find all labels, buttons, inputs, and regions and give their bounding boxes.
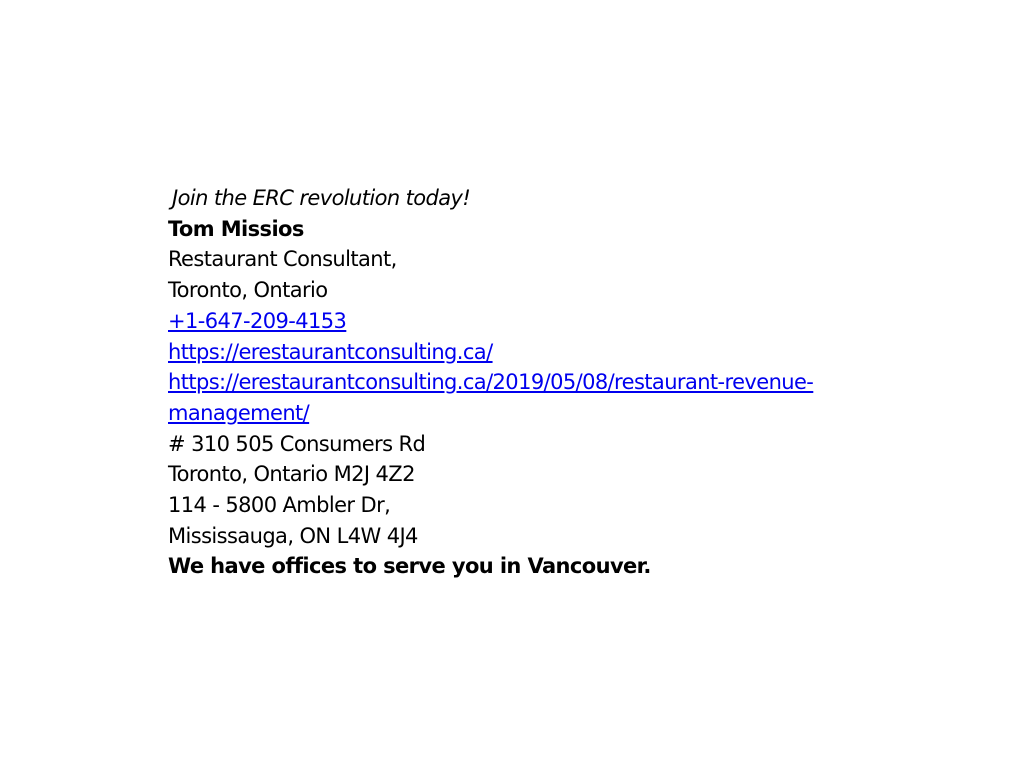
closing-statement: We have offices to serve you in Vancouver. xyxy=(168,554,651,579)
phone-link[interactable]: +1-647-209-4153 xyxy=(168,308,347,333)
address-2-line-1: 114 - 5800 Ambler Dr, xyxy=(168,493,391,518)
address-1-line-1: # 310 505 Consumers Rd xyxy=(168,431,426,456)
website-link[interactable]: https://erestaurantconsulting.ca/ xyxy=(168,339,493,364)
tagline: Join the ERC revolution today! xyxy=(172,186,471,210)
article-link-continued[interactable] xyxy=(168,401,309,425)
contact-name: Tom Missios xyxy=(168,216,304,241)
article-link[interactable] xyxy=(168,370,813,394)
article-link-line1: https://erestaurantconsulting.ca/2019/05/08/restaurant-revenue- xyxy=(168,370,814,395)
address-1-line-2: Toronto, Ontario M2J 4Z2 xyxy=(168,462,415,487)
article-link-line2: management/ xyxy=(168,400,310,425)
contact-block xyxy=(168,183,868,582)
contact-city: Toronto, Ontario xyxy=(168,278,328,303)
address-2-line-2: Mississauga, ON L4W 4J4 xyxy=(168,523,418,548)
contact-title: Restaurant Consultant, xyxy=(168,247,397,272)
